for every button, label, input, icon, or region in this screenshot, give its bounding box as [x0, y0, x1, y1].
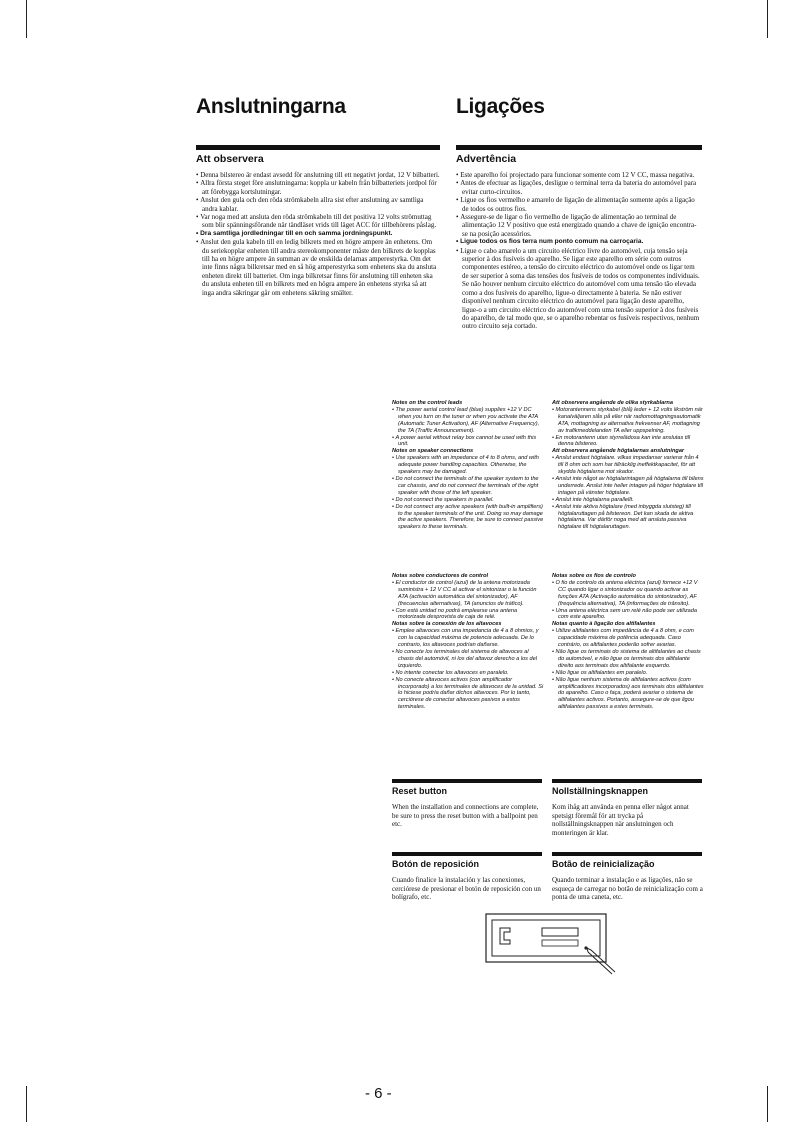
list-item: • The power aerial control lead (blue) supplies +12 V DC when you turn on the tuner or when you activate the ATA (Automatic Tuner Activation), AF (Alternative Frequency), the TA (Traffic Announcement).	[392, 407, 544, 435]
list-item: • Utilize altifalantes com impedância de 4 a 8 ohm, e com capacidade máxima de potência adequada. Caso contrário, os altifalantes poderão sofrer avarias.	[552, 628, 704, 649]
reset-es-rule	[392, 852, 542, 856]
list-item: • Dra samtliga jordledningar till en och samma jordningspunkt.	[196, 230, 440, 238]
list-item: • Use speakers with an impedance of 4 to 8 ohms, and with adequate power handling capacities. Otherwise, the speakers may be damaged.	[392, 455, 544, 476]
list-item: • Con está unidad no podrá emplearse una antena motorizada desprovista de caja de relé.	[392, 608, 544, 622]
reset-es-title: Botón de reposición	[392, 859, 480, 869]
notes-heading: Notas quanto à ligação dos altifalantes	[552, 621, 656, 628]
list-item: • No conecte los terminales del sistema de altavoces al chasis del automóvil, ni los del altavoz derecho a los del izquierdo.	[392, 649, 544, 670]
page-number: - 6 -	[365, 1085, 392, 1102]
list-item: • Ligue o cabo amarelo a um circuito eléctrico livre do automóvel, cuja tensão seja superior à dos fusíveis do aparelho. Se ligar este aparelho em série com outros componentes estéreo, a tensão do circuito eléctrico do automóvel onde os ligar tem de ser superior à soma das tensões dos fusíveis de todos os componentes individuais. Se não houver nenhum circuito eléctrico do automóvel com uma tensão tão elevada como a dos fusíveis do aparelho, ligue-o directamente à bateria. Se não estiver disponível nenhum circuito eléctrico do automóvel para ligação deste aparelho, ligue-o a um circuito eléctrico do automóvel com uma tensão superior à dos fusíveis do aparelho, de tal modo que, se o aparelho rebentar os fusíveis respectivos, nenhum outro circuito seja cortado.	[456, 247, 702, 331]
list-item: • No intente conectar los altavoces en paralelo.	[392, 670, 544, 677]
notes-heading: Att observera angående högtalarnas anslutningar	[552, 448, 685, 455]
list-item: • Não ligue nenhum sistema de altifalantes activos (com amplificadores incorporados) aos terminais dos altifalantes do aparelho. Caso o faça, poderá avariar o sistema de altifalantes activos. Portanto, assegure-se de que ligou altifalantes passivos a estes terminais.	[552, 677, 704, 712]
portuguese-section-heading: Advertência	[456, 153, 517, 165]
swedish-body	[196, 171, 440, 297]
list-item: • Este aparelho foi projectado para funcionar somente com 12 V CC, massa negativa.	[456, 171, 702, 179]
reset-sv-rule	[552, 779, 702, 783]
portuguese-section-rule	[456, 145, 702, 150]
reset-pt-text: Quando terminar a instalação e as ligações, não se esqueça de carregar no botão de reinicialização com a ponta de uma caneta, etc.	[552, 876, 703, 902]
pen-icon	[587, 948, 615, 974]
list-item: • Allra första steget före anslutningarna: koppla ur kabeln från bilbatteriets jordpol för att förebygga kortslutningar.	[196, 179, 440, 196]
reset-en-title: Reset button	[392, 786, 447, 796]
list-item: • Ligue os fios vermelho e amarelo de ligação de alimentação somente após a ligação de todos os outros fios.	[456, 196, 702, 213]
list-item: • Denna bilstereo är endast avsedd för anslutning till ett negativt jordat, 12 V bilbatteri.	[196, 171, 440, 179]
list-item: • Assegure-se de ligar o fio vermelho de ligação de alimentação ao terminal de alimentação 12 V positivo que está energizado quando a chave de ignição encontra-se na posição acessórios.	[456, 213, 702, 238]
list-item: • Anslut inte aktiva högtalare (med inbyggda slutsteg) till högtalaruttagen på bilstereon. Det kan skada de aktiva högtalarna. Var därför noga med att ansluta passiva högtalare till högtalaruttagen.	[552, 504, 704, 532]
notes-heading: Notas sobre conductores de control	[392, 573, 489, 579]
list-item: • Do not connect the speakers in parallel.	[392, 497, 544, 504]
notes-heading: Notas sobre os fios de controlo	[552, 573, 636, 579]
list-item: • Anslut den gula kabeln till en ledig bilkrets med en högre ampere än enhetens. Om du seriekopplar enheten till andra stereokomponenter måste den bilkrets de kopplas till ha en högre ampere än summan av de enskilda delarnas amperestyrka. Om det inte finns några bilkretsar med en så hög amperestyrka som enhetens ska du ansluta enheten direkt till batteriet. Om inga bilkretsar finns för anslutning till enheten ska du ansluta enheten till en bilkrets med en högra ampere än enhetens styrka så att inga andra säkringar går om enhetens säkring smälter.	[196, 238, 440, 297]
list-item: • Var noga med att ansluta den röda strömkabeln till det positiva 12 volts strömuttag som blir spänningsförande när tändläset vrids till läget ACC för tillbehörens påslag.	[196, 213, 440, 230]
swedish-title: Anslutningarna	[196, 95, 346, 118]
reset-pt-title: Botão de reinicialização	[552, 859, 655, 869]
swedish-section-rule	[196, 145, 440, 150]
notes-heading: Notes on the control leads	[392, 400, 463, 406]
crop-mark-bottom-left-v	[26, 1086, 27, 1122]
display-window	[542, 928, 578, 936]
list-item: • A power aerial without relay box cannot be used with this unit.	[392, 435, 544, 449]
list-item: • Do not connect the terminals of the speaker system to the car chassis, and do not connect the terminals of the right speaker with those of the left speaker.	[392, 476, 544, 497]
notes-heading: Notas sobre la conexión de los altavoces	[392, 621, 502, 628]
notes-spanish	[392, 573, 544, 711]
unit-front-panel	[492, 920, 600, 956]
crop-mark-top-left-v	[26, 0, 27, 38]
list-item: • Uma antena eléctrica sem um relé não pode ser utilizada com este aparelho.	[552, 608, 704, 622]
list-item: • Anslut den gula och den röda strömkabeln allra sist efter anslutning av samtliga andra kablar.	[196, 196, 440, 213]
list-item: • Anslut inte något av högtalarintagen på högtalarna till bilens underrede. Anslut inte heller intagen på höger högtalare till intagen på vänster högtalare.	[552, 476, 704, 497]
reset-pt-rule	[552, 852, 702, 856]
list-item: • Não ligue os terminais do sistema de altifalantes ao chasis do automóvel, e não ligue os terminais dos altifalante direito aos terminais dos altifalante esquerdo.	[552, 649, 704, 670]
list-item: • El conductor de control (azul) de la antena motorizada suministra + 12 V CC al activar el sintonizar o la función ATA (activación automática del sintonizador), AF (frecuencias alternativas), TA (anuncios de tráfico).	[392, 580, 544, 608]
notes-swedish	[552, 400, 704, 531]
reset-sv-text: Kom ihåg att använda en penna eller något annat spetsigt föremål för att trycka på nollställningsknappen när anslutningen och monteringen är klar.	[552, 803, 689, 837]
list-item: • En motorantenn utan styrrelädosa kan inte anslutas till denna bilstereo.	[552, 435, 704, 449]
list-item: • O fio de controlo da antena eléctrica (azul) fornece +12 V CC quando ligar o sintonizador ou quando activar as funções ATA (Activação automática do sintonizador), AF (frequência alternativa), TA (informações de trânsito).	[552, 580, 704, 608]
notes-heading: Att observera angående de olika styrkablarna	[552, 400, 673, 406]
list-item: • Motorantennens styrkabel (blå) leder + 12 volts likström när kanalväljaren slås på eller när radiomottagningsautomatik ATA, mottagning av alternativa frekvenser AF, mottagning av trafikmeddelanden TA eller uppspelning.	[552, 407, 704, 435]
list-item: • Antes de efectuar as ligações, desligue o terminal terra da bateria do automóvel para evitar curto-circuitos.	[456, 179, 702, 196]
list-item: • Emplee altavoces con una impedancia de 4 a 8 ohmios, y con la capacidad máxima de potencia adecuada. De lo contrario, los altavoces podrían dañarse.	[392, 628, 544, 649]
crop-mark-bottom-right-v	[767, 1086, 768, 1122]
list-item: • No conecte altavoces activos (con amplificador incorporado) a los terminales de altavoces de la unidad. Si lo hiciese podría dañar dichos altavoces. Por lo tanto, cerciórese de conectar altavoces pasivos a estos terminales.	[392, 677, 544, 712]
list-item: • Anslut endast högtalare. vilkas impedanser varierar från 4 till 8 ohm och som har tillräcklig ineffektkapacitet, för att skydda högtalarna mot skador.	[552, 455, 704, 476]
reset-es-text: Cuando finalice la instalación y las conexiones, cerciórese de presionar el botón de reposición con un bolígrafo, etc.	[392, 876, 541, 902]
list-item: • Do not connect any active speakers (with built-in amplifiers) to the speaker terminals of the unit. Doing so may damage the active speakers. Therefore, be sure to connect passive speakers to these terminals.	[392, 504, 544, 532]
list-item: • Anslut inte högtalarna parallellt.	[552, 497, 704, 504]
swedish-section-heading: Att observera	[196, 153, 264, 165]
reset-en-text: When the installation and connections are complete, be sure to press the reset button with a ballpoint pen etc.	[392, 803, 539, 829]
reset-button-illustration	[484, 912, 620, 978]
list-item: • Não ligue os altifalantes em paralelo.	[552, 670, 704, 677]
notes-english	[392, 400, 544, 531]
reset-en-rule	[392, 779, 542, 783]
portuguese-body	[456, 171, 702, 331]
panel-connector-shape	[500, 928, 510, 944]
cassette-slot	[542, 940, 578, 946]
notes-portuguese	[552, 573, 704, 711]
portuguese-title: Ligações	[456, 95, 545, 118]
list-item: • Ligue todos os fios terra num ponto comum na carroçaria.	[456, 238, 702, 246]
reset-sv-title: Nollställningsknappen	[552, 786, 649, 796]
crop-mark-top-right-v	[767, 0, 768, 38]
notes-heading: Notes on speaker connections	[392, 448, 474, 455]
